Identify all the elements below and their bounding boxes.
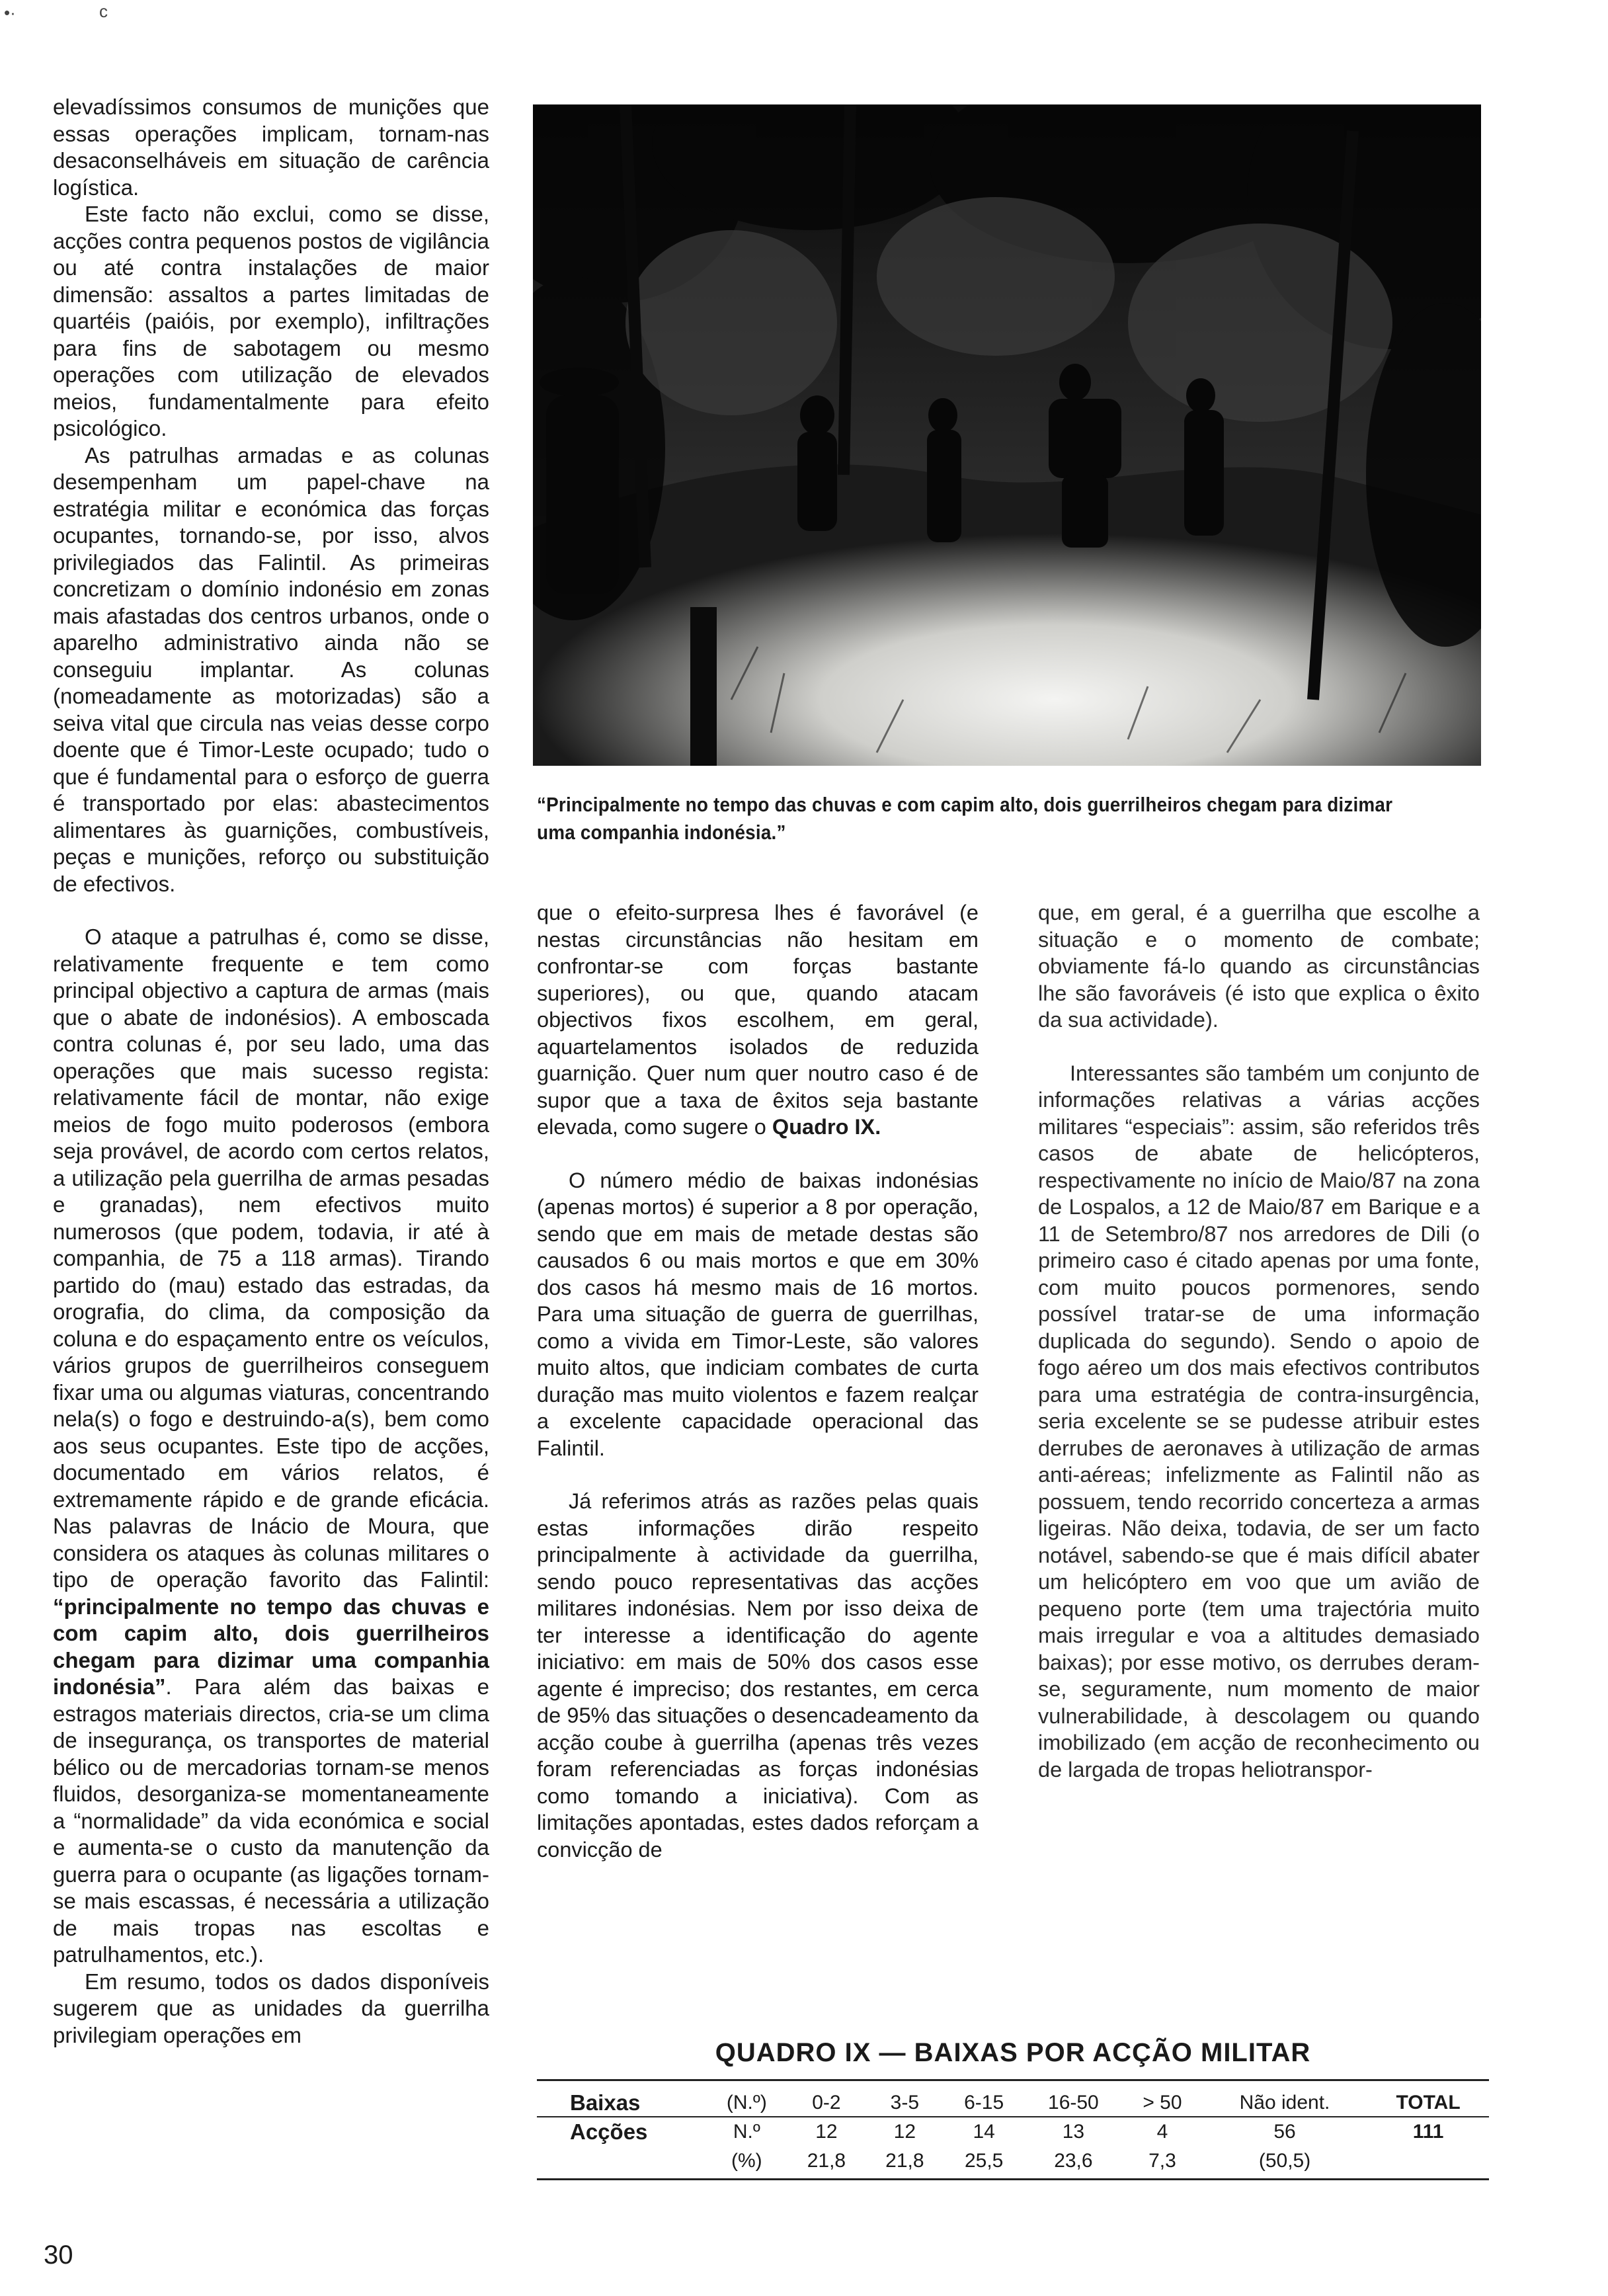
photo-caption: “Principalmente no tempo das chuvas e com capim alto, dois guerrilheiros chegam para dizimar uma companhia indonésia.”: [537, 793, 1393, 844]
paragraph: [537, 899, 979, 1141]
casualties-table: [537, 2088, 1489, 2176]
column-header: Não ident.: [1239, 2092, 1330, 2113]
paragraph: que, em geral, é a guerrilha que escolhe a situação e o momento de combate; obviamente fá-lo quando as circunstâncias lhe são favoráveis (é isto que explica o êxito da sua actividade).: [1038, 901, 1480, 1032]
table-row-percents: [537, 2147, 1489, 2176]
table-cell: 21,8: [807, 2150, 846, 2172]
jungle-photo-graphic: [533, 104, 1481, 766]
column-1: [53, 94, 489, 2049]
row-header-label: Baixas: [570, 2090, 641, 2115]
text-run: . Para além das baixas e estragos materiais directos, cria-se um clima de insegurança, os transportes de material bélico ou de mercadorias tornam-se menos fluidos, desorganiza-se momentaneamente a “normalidade” da vida económica e social e aumenta-se o custo da manutenção da guerra para o ocupante (as ligações tornam-se mais escassas, é necessária a utilização de mais tropas nas escoltas e patrulhamentos, etc.).: [53, 1674, 489, 1967]
table-cell: 12: [815, 2121, 838, 2143]
count-unit: N.º: [733, 2121, 760, 2143]
column-header: 16-50: [1048, 2092, 1099, 2113]
paragraph: Este facto não exclui, como se disse, acções contra pequenos postos de vigilância ou até contra instalações de maior dimensão: assaltos a partes limitadas de quartéis (paióis, por exemplo), infiltrações para fins de sabotagem ou mesmo operações com utilização de elevados meios, fundamentalmente para efeito psicológico.: [53, 202, 489, 440]
table-cell: 4: [1156, 2121, 1168, 2143]
corner-mark: •·: [4, 3, 16, 22]
table-cell-total: 111: [1412, 2121, 1444, 2143]
paragraph: Interessantes são também um conjunto de informações relativas a várias acções militares “especiais”: assim, são referidos três casos de abate de helicópteros, respectivamente no início de Maio/87 na zona de Lospalos, a 12 de Maio/87 em Barique e a 11 de Setembro/87 nos arredores de Dili (o primeiro caso é citado apenas por uma fonte, com muito poucos pormenores, sendo possível tratar-se de uma informação duplicada do segundo). Sendo o apoio de fogo aéreo um dos mais efectivos contributos para uma estratégia de contra-insurgência, seria excelente se se pudesse atribuir estes derrubes de aeronaves à utilização de armas anti-aéreas; infelizmente as Falintil não as possuem, tendo recorrido concerteza a armas ligeiras. Não deixa, todavia, de ser um facto notável, sabendo-se que é mais difícil abater um helicóptero em voo que um avião de pequeno porte (tem uma trajectória muito mais irregular e voa a altitudes demasiado baixas); por esse motivo, os derrubes deram-se, seguramente, num momento de maior vulnerabilidade, à descolagem ou quando imobilizado (em acção de reconhecimento ou de largada de tropas heliotranspor-: [1038, 1061, 1480, 1782]
text-run: que o efeito-surpresa lhes é favorável (e nestas circunstâncias não hesitam em confrontar-se com forças bastante superiores), ou que, quando atacam objectivos fixos escolhem, em geral, aquartelamentos isolados de reduzida guarnição. Quer num quer noutro caso é de supor que a taxa de êxitos seja bastante elevada, como sugere o: [537, 901, 979, 1139]
column-header: > 50: [1143, 2092, 1182, 2113]
paragraph: [53, 924, 489, 1969]
table-rule-bottom: [537, 2178, 1489, 2180]
table-reference: Quadro IX.: [772, 1115, 881, 1139]
paragraph: Já referimos atrás as razões pelas quais estas informações dirão respeito principalmente à actividade da guerrilha, sendo pouco representativas das acções militares indonésias. Nem por isso deixa de ter interesse a identificação do agente iniciativo: em mais de 50% dos casos esse agente é impreciso; dos restantes, em cerca de 95% das situações o desencadeamento da acção coube à guerrilha (apenas três vezes foram referenciadas as forças indonésias como tomando a iniciativa). Com as limitações apontadas, estes dados reforçam a convicção de: [537, 1489, 979, 1862]
paragraph: Em resumo, todos os dados disponíveis sugerem que as unidades da guerrilha privilegiam operações em: [53, 1969, 489, 2047]
row-label: Acções: [570, 2119, 648, 2144]
table-cell: 14: [973, 2121, 995, 2143]
bold-quote: “principalmente no tempo das chuvas e com capim alto, dois guerrilheiros chegam para dizimar uma companhia indonésia”: [53, 1594, 489, 1699]
table-header-row: [537, 2088, 1489, 2117]
corner-mark-c: c: [99, 1, 108, 21]
table-cell: 21,8: [885, 2150, 924, 2172]
column-3: [1038, 899, 1480, 1783]
page-number: 30: [44, 2240, 73, 2270]
text-run: O ataque a patrulhas é, como se disse, relativamente frequente e tem como principal objectivo a captura de armas (mais que o abate de indonésios). A emboscada contra colunas é, por seu lado, uma das operações que mais sucesso regista: relativamente fácil de montar, não exige meios de fogo muito poderosos (embora seja provável, de acordo com certos relatos, a utilização pela guerrilha de armas pesadas e granadas), nem efectivos muito numerosos (que podem, todavia, ir até à companhia, de 75 a 118 armas). Tirando partido do (mau) estado das estradas, da orografia, do clima, da composição da coluna e do espaçamento entre os veículos, vários grupos de guerrilheiros conseguem fixar uma ou algumas viaturas, concentrando nela(s) o fogo e destruindo-a(s), bem como aos seus ocupantes. Este tipo de acções, documentado em vários relatos, é extremamente rápido e de grande eficácia. Nas palavras de Inácio de Moura, que considera os ataques às colunas militares o tipo de operação favorito das Falintil:: [53, 924, 489, 1592]
table-row-counts: [537, 2117, 1489, 2147]
paragraph: elevadíssimos consumos de munições que essas operações implicam, tornam-nas desaconselháveis em situação de carência logística.: [53, 95, 489, 200]
paragraph: O número médio de baixas indonésias (apenas mortos) é superior a 8 por operação, sendo que em mais de metade destas são causados 6 ou mais mortos e que em 30% dos casos há mesmo mais de 16 mortos. Para uma situação de guerra de guerrilhas, como a vivida em Timor-Leste, são valores muito altos, que indiciam combates de curta duração mas muito violentos e fazem realçar a excelente capacidade operacional das Falintil.: [537, 1168, 979, 1460]
row-label-empty: [537, 2147, 706, 2176]
paragraph: As patrulhas armadas e as colunas desempenham um papel-chave na estratégia militar e económica das forças ocupantes, tornando-se, por isso, alvos privilegiados das Falintil. As primeiras concretizam o domínio indonésio em zonas mais afastadas dos centros urbanos, onde o aparelho administrativo ainda não se conseguiu implantar. As colunas (nomeadamente as motorizadas) são a seiva vital que circula nas veias desse corpo doente que é Timor-Leste ocupado; tudo o que é fundamental para o esforço de guerra é transportado por elas: abastecimentos alimentares às guarnições, combustíveis, peças e munições, reforço ou substituição de efectivos.: [53, 442, 489, 896]
photo: [533, 104, 1481, 766]
table-cell: 56: [1273, 2121, 1296, 2143]
column-2: [537, 899, 979, 1863]
pct-unit: (%): [731, 2150, 762, 2172]
table-cell: 13: [1062, 2121, 1085, 2143]
column-header: 6-15: [964, 2092, 1004, 2113]
table-title: QUADRO IX — BAIXAS POR ACÇÃO MILITAR: [715, 2038, 1311, 2067]
table-cell: 7,3: [1148, 2150, 1176, 2172]
table-rule-top: [537, 2079, 1489, 2081]
table-cell: 23,6: [1054, 2150, 1093, 2172]
table-cell: (50,5): [1258, 2150, 1311, 2172]
column-header: 3-5: [890, 2092, 920, 2113]
table-cell: [1367, 2147, 1489, 2176]
column-header: 0-2: [812, 2092, 841, 2113]
row-header-unit: (N.º): [726, 2092, 767, 2113]
column-header-total: TOTAL: [1396, 2092, 1461, 2113]
table-cell: 12: [893, 2121, 916, 2143]
table-cell: 25,5: [964, 2150, 1004, 2172]
table-rule-mid: [537, 2116, 1489, 2117]
